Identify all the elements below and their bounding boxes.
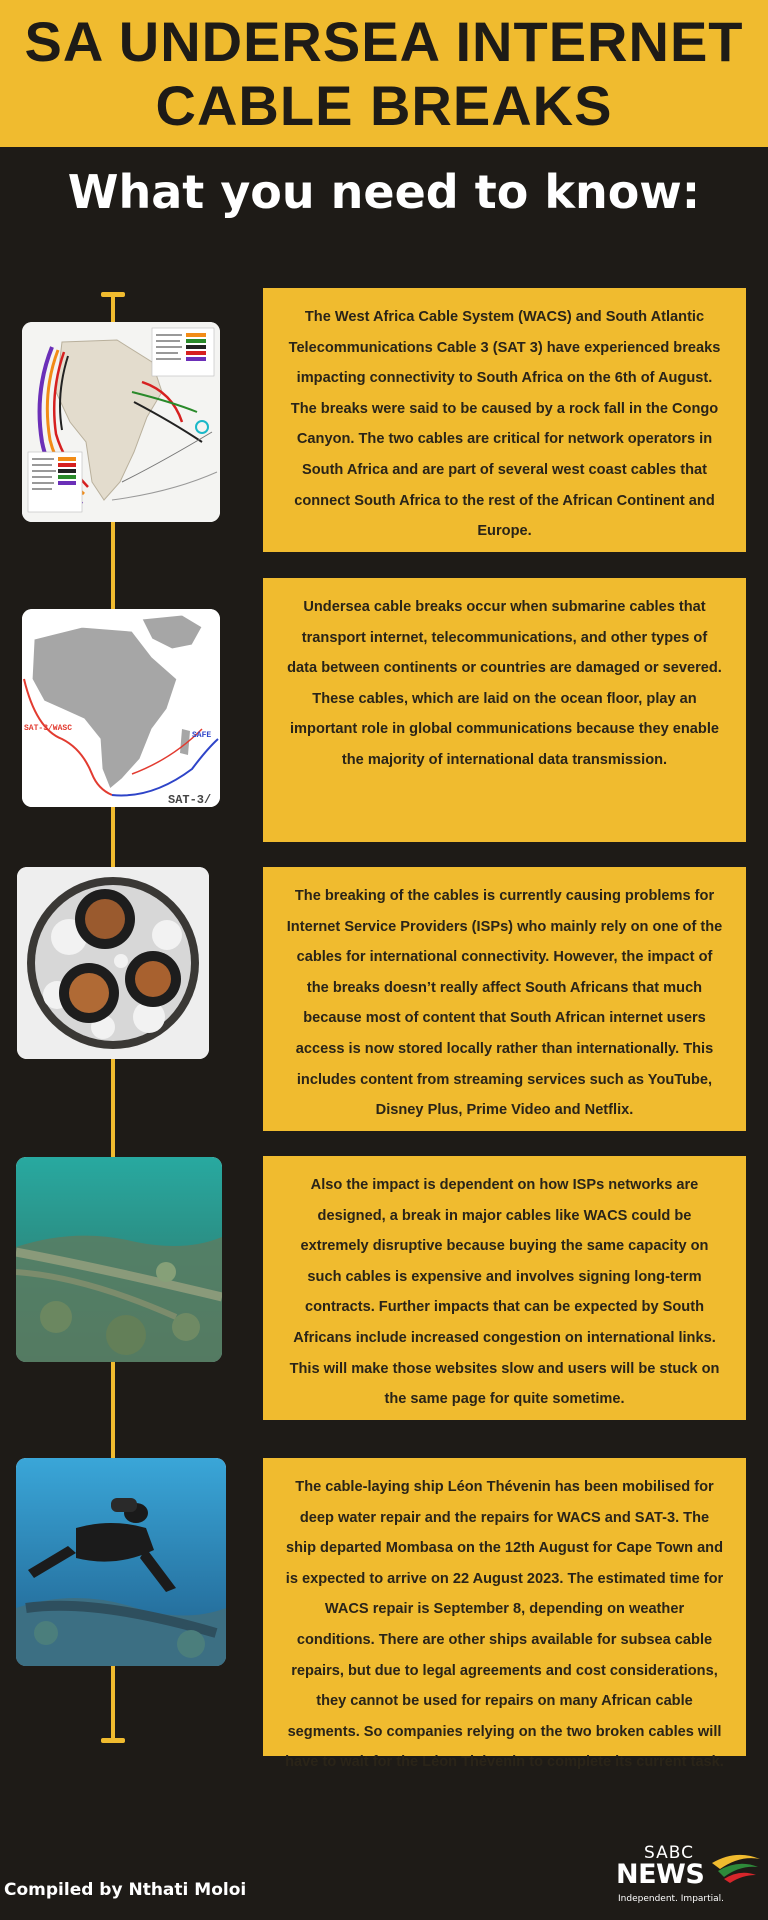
info-card-5: [263, 1458, 746, 1771]
info-card-1: [263, 288, 746, 552]
info-card-2-text: Undersea cable breaks occur when submarine cables that transport internet, telecommunications, and other types of data between continents or countries are damaged or severed. These cables, which are laid on the ocean floor, play an important role in global communications because they enable the majority of international data transmission.: [287, 599, 722, 768]
logo-swoosh-icon: [710, 1847, 762, 1883]
page-title-line-2: CABLE BREAKS: [155, 73, 613, 137]
info-card-4: [263, 1156, 746, 1420]
cable-cross-section-image: [17, 867, 209, 1059]
page-title-line-1: SA UNDERSEA INTERNET: [24, 9, 744, 73]
logo-tagline: Independent. Impartial.: [618, 1894, 725, 1904]
info-card-3: [263, 867, 746, 1131]
map-label-sat-wasc: SAT-3/WASC: [24, 724, 73, 733]
seabed-cable-image: [16, 1157, 222, 1362]
diver-repair-image: [16, 1458, 226, 1666]
page-subtitle: What you need to know:: [67, 165, 701, 219]
title-banner: [0, 0, 768, 147]
info-card-3-text: The breaking of the cables is currently causing problems for Internet Service Providers (ISPs) who mainly rely on one of the cables for international connectivity. However, the impact of the breaks doesn’t really affect South Africans that much because most of content that South African internet users access is now stored locally rather than internationally. This includes content from streaming services such as YouTube, Disney Plus, Prime Video and Netflix.: [286, 888, 723, 1119]
logo-news-text: NEWS: [616, 1859, 705, 1890]
info-card-1-text: The West Africa Cable System (WACS) and South Atlantic Telecommunications Cable 3 (SAT 3) have experienced breaks impacting connectivity to South Africa on the 6th of August. The breaks were said to be caused by a rock fall in the Congo Canyon. The two cables are critical for network operators in South Africa and are part of several west coast cables that connect South Africa to the rest of the African Continent and Europe.: [288, 309, 721, 540]
timeline-top-cap: [101, 292, 125, 297]
sabc-news-logo: [614, 1843, 764, 1909]
info-card-5-text: The cable-laying ship Léon Thévenin has been mobilised for deep water repair and the repairs for WACS and SAT-3. The ship departed Mombasa on the 12th August for Cape Town and is expected to arrive on 22 August 2023. The estimated time for WACS repair is September 8, depending on weather conditions. There are other ships available for subsea cable repairs, but due to legal agreements and cost considerations, they cannot be used for repairs on many African cable segments. So companies relying on the two broken cables will have to wait for the Léon Thévenin to complete its current task.: [285, 1479, 724, 1771]
cable-route-map-image: [22, 322, 220, 522]
map-label-safe: SAFE: [192, 731, 212, 740]
info-card-2: [263, 578, 746, 842]
timeline-bottom-cap: [101, 1738, 125, 1743]
compiled-by-credit: Compiled by Nthati Moloi: [4, 1880, 247, 1900]
map-label-sat3: SAT-3/: [168, 793, 212, 807]
info-card-4-text: Also the impact is dependent on how ISPs networks are designed, a break in major cables like WACS could be extremely disruptive because buying the same capacity on such cables is expensive and involves signing long-term contracts. Further impacts that can be expected by South Africans include increased congestion on international links. This will make those websites slow and users will be stuck on the same page for quite sometime.: [289, 1177, 720, 1408]
logo-sabc-text: SABC: [644, 1843, 694, 1863]
africa-map-image: [22, 609, 220, 807]
